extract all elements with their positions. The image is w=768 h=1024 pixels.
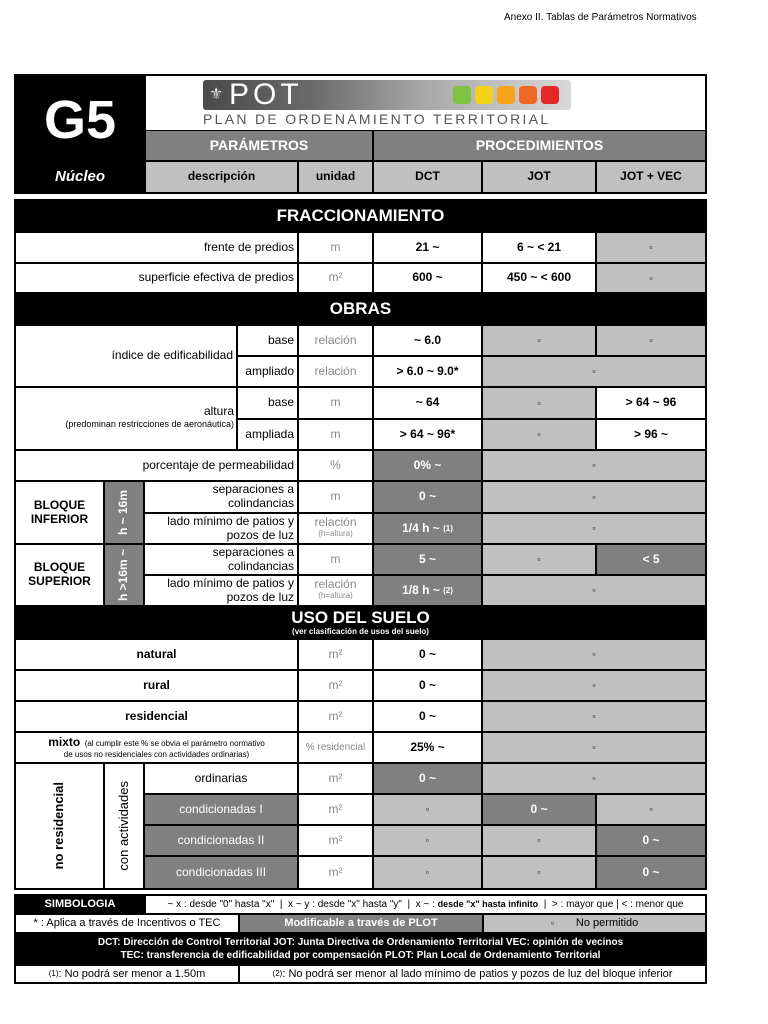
- dot-orange-icon: [497, 86, 515, 104]
- square-icon: ▫: [550, 918, 554, 929]
- indice-ampliado-dct: > 6.0 ~ 9.0*: [374, 357, 481, 386]
- dot-green-icon: [453, 86, 471, 104]
- mixto-desc-line1: [16, 736, 297, 749]
- rural-dct: 0 ~: [374, 671, 481, 700]
- altura-base-vec: > 64 ~ 96: [597, 388, 705, 418]
- logo-area: [146, 76, 705, 130]
- cond1-vec: ▫: [597, 795, 705, 824]
- cond3-unit: m²: [299, 857, 372, 888]
- bloque-inferior-height-label: h ~ 16m: [116, 489, 131, 536]
- frente-dct: 21 ~: [374, 233, 481, 262]
- frente-jot: 6 ~ < 21: [483, 233, 595, 262]
- superficie-unit: m²: [299, 264, 372, 292]
- altura-desc-cell: [16, 388, 236, 449]
- bi-lado-unit-cell: [299, 514, 372, 543]
- altura-desc: altura: [203, 404, 234, 418]
- cond2-desc: condicionadas II: [145, 826, 297, 855]
- symbols-text-a: ~ x : desde "0" hasta "x" | x ~ y : desde "x" hasta "y" | x ~ :: [167, 898, 438, 910]
- bloque-superior-height: [105, 545, 143, 605]
- altura-ampliada-unit: m: [299, 420, 372, 449]
- bs-lado-unit: relación: [314, 577, 357, 591]
- no-residencial-label: no residencial: [51, 782, 67, 870]
- rural-jot-vec: ▫: [483, 671, 705, 700]
- natural-dct: 0 ~: [374, 640, 481, 669]
- permeabilidad-unit: %: [299, 451, 372, 480]
- bs-lado-jot-vec: ▫: [483, 576, 705, 605]
- bi-sep-jot-vec: ▫: [483, 482, 705, 512]
- indice-base-vec: ▫: [597, 326, 705, 355]
- natural-jot-vec: ▫: [483, 640, 705, 669]
- cond1-desc: condicionadas I: [145, 795, 297, 824]
- mixto-dct: 25% ~: [374, 733, 481, 762]
- superficie-desc: superficie efectiva de predios: [16, 264, 297, 292]
- incentivos-note: * : Aplica a través de Incentivos o TEC: [16, 915, 238, 932]
- acronyms-block: [16, 934, 705, 964]
- altura-ampliada-vec: > 96 ~: [597, 420, 705, 449]
- indice-desc: índice de edificabilidad: [16, 326, 236, 386]
- con-actividades-label: con actividades: [115, 781, 131, 871]
- bs-lado-footnote-mark: (2): [443, 585, 453, 595]
- footnote-1-mark: (1): [48, 969, 59, 979]
- zone-name: Núcleo: [16, 162, 144, 192]
- bs-sep-jot: ▫: [483, 545, 595, 574]
- bs-sep-vec: < 5: [597, 545, 705, 574]
- indice-ampliado-unit: relación: [299, 357, 372, 386]
- uso-suelo-subtitle: (ver clasificación de usos del suelo): [292, 627, 429, 636]
- permeabilidad-jot-vec: ▫: [483, 451, 705, 480]
- symbols-text-b: desde "x" hasta infinito: [437, 899, 539, 910]
- indice-base-jot: ▫: [483, 326, 595, 355]
- cond1-unit: m²: [299, 795, 372, 824]
- acronyms-line2: TEC: transferencia de edificabilidad por compensación PLOT: Plan Local de Ordenamiento Territorial: [120, 950, 601, 961]
- bloque-inferior-height: [105, 482, 143, 543]
- frente-vec: ▫: [597, 233, 705, 262]
- cond1-dct: ▫: [374, 795, 481, 824]
- header-note: Anexo II. Tablas de Parámetros Normativos: [504, 12, 697, 23]
- ordinarias-dct: 0 ~: [374, 764, 481, 793]
- jot-vec-header: JOT + VEC: [597, 162, 705, 192]
- mixto-jot-vec: ▫: [483, 733, 705, 762]
- cond2-vec: 0 ~: [597, 826, 705, 855]
- dot-darkorange-icon: [519, 86, 537, 104]
- bs-sep-unit: m: [299, 545, 372, 574]
- mixto-desc: mixto: [48, 735, 81, 749]
- superficie-jot: 450 ~ < 600: [483, 264, 595, 292]
- indice-base-label: base: [238, 326, 297, 355]
- superficie-dct: 600 ~: [374, 264, 481, 292]
- symbols-text-c: | > : mayor que | < : menor que: [538, 898, 684, 910]
- dot-red-icon: [541, 86, 559, 104]
- con-actividades-cell: [105, 764, 143, 888]
- bs-lado-unit-cell: [299, 576, 372, 605]
- permeabilidad-dct: 0% ~: [374, 451, 481, 480]
- cond1-jot: 0 ~: [483, 795, 595, 824]
- altura-note: (predominan restricciones de aeronáutica): [65, 419, 234, 429]
- indice-ampliado-label: ampliado: [238, 357, 297, 386]
- bs-lado-unit-sub: (h=altura): [318, 591, 353, 600]
- symbols-line: [146, 896, 705, 913]
- footnote-2-text: : No podrá ser menor al lado mínimo de patios y pozos de luz del bloque inferior: [282, 967, 673, 980]
- bs-sep-dct: 5 ~: [374, 545, 481, 574]
- residencial-dct: 0 ~: [374, 702, 481, 731]
- bi-lado-dct-value: 1/4 h ~: [402, 520, 440, 535]
- bs-lado-dct: [374, 576, 481, 605]
- residencial-unit: m²: [299, 702, 372, 731]
- bs-sep-desc: separaciones a colindancias: [145, 545, 297, 574]
- section-fraccionamiento: FRACCIONAMIENTO: [16, 201, 705, 231]
- bi-sep-unit: m: [299, 482, 372, 512]
- pot-logo-banner: [203, 80, 571, 110]
- altura-base-unit: m: [299, 388, 372, 418]
- uso-suelo-title: USO DEL SUELO: [291, 608, 430, 627]
- rural-unit: m²: [299, 671, 372, 700]
- parametros-header: PARÁMETROS: [146, 131, 372, 160]
- pot-logo-fullname: PLAN DE ORDENAMIENTO TERRITORIAL: [203, 111, 551, 127]
- dct-header: DCT: [374, 162, 481, 192]
- dot-yellow-icon: [475, 86, 493, 104]
- cond2-jot: ▫: [483, 826, 595, 855]
- mixto-desc-cell: [16, 733, 297, 762]
- ordinarias-jot-vec: ▫: [483, 764, 705, 793]
- jot-header: JOT: [483, 162, 595, 192]
- simbologia-label: SIMBOLOGIA: [16, 896, 144, 913]
- unidad-header: unidad: [299, 162, 372, 192]
- cond3-vec: 0 ~: [597, 857, 705, 888]
- footnote-1: [16, 966, 238, 982]
- no-permitido-text: No permitido: [575, 917, 639, 930]
- zone-code: G5: [16, 80, 144, 160]
- procedimientos-header: PROCEDIMIENTOS: [374, 131, 705, 160]
- rural-desc: rural: [16, 671, 297, 700]
- altura-base-dct: ~ 64: [374, 388, 481, 418]
- altura-base-label: base: [238, 388, 297, 418]
- bi-sep-desc: separaciones a colindancias: [145, 482, 297, 512]
- residencial-jot-vec: ▫: [483, 702, 705, 731]
- natural-unit: m²: [299, 640, 372, 669]
- emblem-icon: ⚜: [209, 86, 224, 103]
- cond2-dct: ▫: [374, 826, 481, 855]
- acronyms-line1: DCT: Dirección de Control Territorial JOT: Junta Directiva de Ordenamiento Territorial VEC: opinión de vecinos: [97, 937, 624, 948]
- bi-lado-desc: lado mínimo de patios y pozos de luz: [145, 514, 297, 543]
- mixto-note1: (al cumplir este % se obvia el parámetro normativo: [84, 739, 265, 748]
- logo-dots: [453, 86, 559, 104]
- indice-base-dct: ~ 6.0: [374, 326, 481, 355]
- frente-unit: m: [299, 233, 372, 262]
- bi-lado-dct: [374, 514, 481, 543]
- section-uso-suelo: [16, 607, 705, 638]
- ordinarias-desc: ordinarias: [145, 764, 297, 793]
- bi-lado-footnote-mark: (1): [443, 523, 453, 533]
- cond2-unit: m²: [299, 826, 372, 855]
- cond3-jot: ▫: [483, 857, 595, 888]
- modificable-legend: Modificable a través de PLOT: [240, 915, 482, 932]
- mixto-unit: % residencial: [299, 733, 372, 762]
- bloque-inferior-label: BLOQUE INFERIOR: [16, 482, 103, 543]
- bi-lado-jot-vec: ▫: [483, 514, 705, 543]
- no-residencial-cell: [16, 764, 103, 888]
- permeabilidad-desc: porcentaje de permeabilidad: [16, 451, 297, 480]
- natural-desc: natural: [16, 640, 297, 669]
- altura-base-jot: ▫: [483, 388, 595, 418]
- altura-ampliada-label: ampliada: [238, 420, 297, 449]
- bi-lado-unit-sub: (h=altura): [318, 529, 353, 538]
- altura-ampliada-jot: ▫: [483, 420, 595, 449]
- no-permitido-legend: [484, 915, 705, 932]
- mixto-note2: de usos no residenciales con actividades ordinarias): [63, 750, 250, 759]
- ordinarias-unit: m²: [299, 764, 372, 793]
- altura-ampliada-dct: > 64 ~ 96*: [374, 420, 481, 449]
- bs-lado-dct-value: 1/8 h ~: [402, 582, 440, 597]
- residencial-desc: residencial: [16, 702, 297, 731]
- footnote-2-mark: (2): [272, 969, 283, 979]
- bloque-superior-label: BLOQUE SUPERIOR: [16, 545, 103, 605]
- bi-lado-unit: relación: [314, 515, 357, 529]
- cond3-desc: condicionadas III: [145, 857, 297, 888]
- footnote-1-text: : No podrá ser menor a 1.50m: [58, 967, 206, 980]
- bloque-superior-height-label: h >16m ~: [116, 548, 131, 602]
- pot-logo-acronym: POT: [229, 78, 303, 111]
- indice-base-unit: relación: [299, 326, 372, 355]
- superficie-vec: ▫: [597, 264, 705, 292]
- footnote-2: [240, 966, 705, 982]
- descripcion-header: descripción: [146, 162, 297, 192]
- frente-desc: frente de predios: [16, 233, 297, 262]
- section-obras: OBRAS: [16, 294, 705, 324]
- bs-lado-desc: lado mínimo de patios y pozos de luz: [145, 576, 297, 605]
- indice-ampliado-jot-vec: ▫: [483, 357, 705, 386]
- bi-sep-dct: 0 ~: [374, 482, 481, 512]
- cond3-dct: ▫: [374, 857, 481, 888]
